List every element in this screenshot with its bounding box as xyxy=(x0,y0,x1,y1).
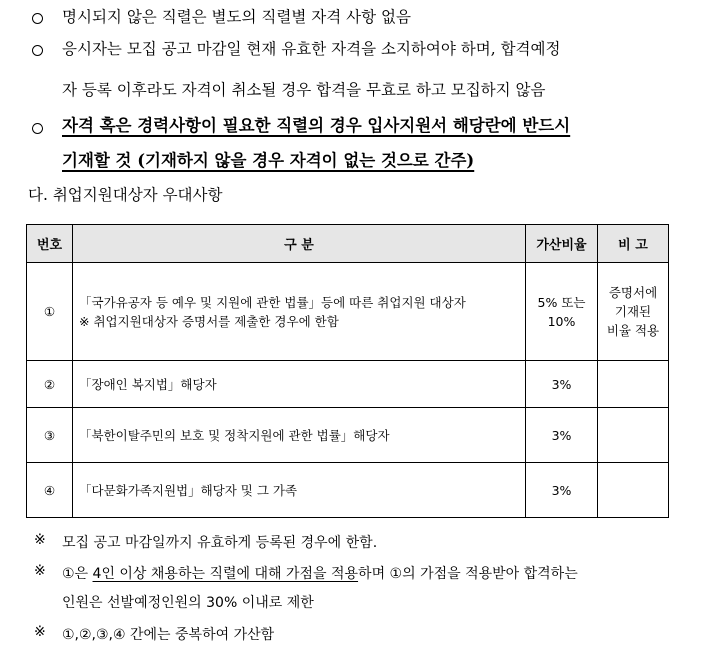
row-remarks xyxy=(598,361,669,408)
bullet-text: 자격 혹은 경력사항이 필요한 직렬의 경우 입사지원서 해당란에 반드시 xyxy=(62,116,571,135)
circle-bullet-icon xyxy=(32,13,43,24)
bullet-text-continued xyxy=(0,79,719,101)
header-no: 번호 xyxy=(27,225,73,263)
row-remarks-line: 비율 적용 xyxy=(606,323,660,338)
table-row xyxy=(27,463,669,518)
row-no: ③ xyxy=(27,408,73,463)
bullet-item xyxy=(0,38,719,60)
header-category: 구 분 xyxy=(73,225,526,263)
bullet-item xyxy=(0,6,719,28)
note-text-part: ①은 xyxy=(62,566,93,582)
circle-bullet-icon xyxy=(32,45,43,56)
row-remarks-line: 증명서에 xyxy=(608,285,658,300)
row-desc-line: ※ 취업지원대상자 증명서를 제출한 경우에 한함 xyxy=(79,313,339,329)
row-rate: 3% xyxy=(526,408,598,463)
reference-mark-icon: ※ xyxy=(34,532,46,548)
row-desc: 「장애인 복지법」해당자 xyxy=(73,361,526,408)
preference-table xyxy=(26,224,669,518)
row-desc xyxy=(73,263,526,361)
bullet-text-line: 기재할 것 (기재하지 않을 경우 자격이 없는 것으로 간주) xyxy=(62,151,475,170)
reference-mark-icon: ※ xyxy=(34,563,46,579)
note-text-underlined: 4인 이상 채용하는 직렬에 대해 가점을 적용 xyxy=(92,566,359,582)
bullet-item-emphasis xyxy=(0,115,719,139)
header-remarks: 비 고 xyxy=(598,225,669,263)
row-remarks xyxy=(598,263,669,361)
row-rate: 3% xyxy=(526,463,598,518)
row-rate-line: 5% 또는 xyxy=(537,294,586,310)
reference-mark-icon: ※ xyxy=(34,624,46,640)
row-remarks xyxy=(598,408,669,463)
row-rate xyxy=(526,263,598,361)
row-no: ① xyxy=(27,263,73,361)
row-rate: 3% xyxy=(526,361,598,408)
row-desc: 「북한이탈주민의 보호 및 정착지원에 관한 법률」해당자 xyxy=(73,408,526,463)
note-text: 모집 공고 마감일까지 유효하게 등록된 경우에 한함. xyxy=(62,535,378,551)
row-desc-line: 「국가유공자 등 예우 및 지원에 관한 법률」등에 따른 취업지원 대상자 xyxy=(79,294,466,310)
table-row xyxy=(27,361,669,408)
row-rate-line: 10% xyxy=(547,313,576,329)
note-text-part: 하며 ①의 가점을 적용받아 합격하는 xyxy=(358,566,578,582)
table-row xyxy=(27,408,669,463)
row-no: ② xyxy=(27,361,73,408)
row-remarks xyxy=(598,463,669,518)
bullet-text: 응시자는 모집 공고 마감일 현재 유효한 자격을 소지하여야 하며, 합격예정 xyxy=(62,40,561,58)
header-rate: 가산비율 xyxy=(526,225,598,263)
row-desc: 「다문화가족지원법」해당자 및 그 가족 xyxy=(73,463,526,518)
bullet-text-line: 자 등록 이후라도 자격이 취소될 경우 합격을 무효로 하고 모집하지 않음 xyxy=(62,81,546,99)
note-text: ①,②,③,④ 간에는 중복하여 가산함 xyxy=(62,627,275,643)
note-text xyxy=(62,563,578,583)
table-header-row xyxy=(27,225,669,263)
row-remarks-line: 기재된 xyxy=(614,304,652,319)
note-text-continued: 인원은 선발예정인원의 30% 이내로 제한 xyxy=(62,595,314,611)
circle-bullet-icon xyxy=(32,123,43,134)
bullet-text: 명시되지 않은 직렬은 별도의 직렬별 자격 사항 없음 xyxy=(62,8,411,26)
table-row xyxy=(27,263,669,361)
bullet-text-continued xyxy=(0,150,719,174)
section-title: 다. 취업지원대상자 우대사항 xyxy=(28,186,223,204)
row-no: ④ xyxy=(27,463,73,518)
